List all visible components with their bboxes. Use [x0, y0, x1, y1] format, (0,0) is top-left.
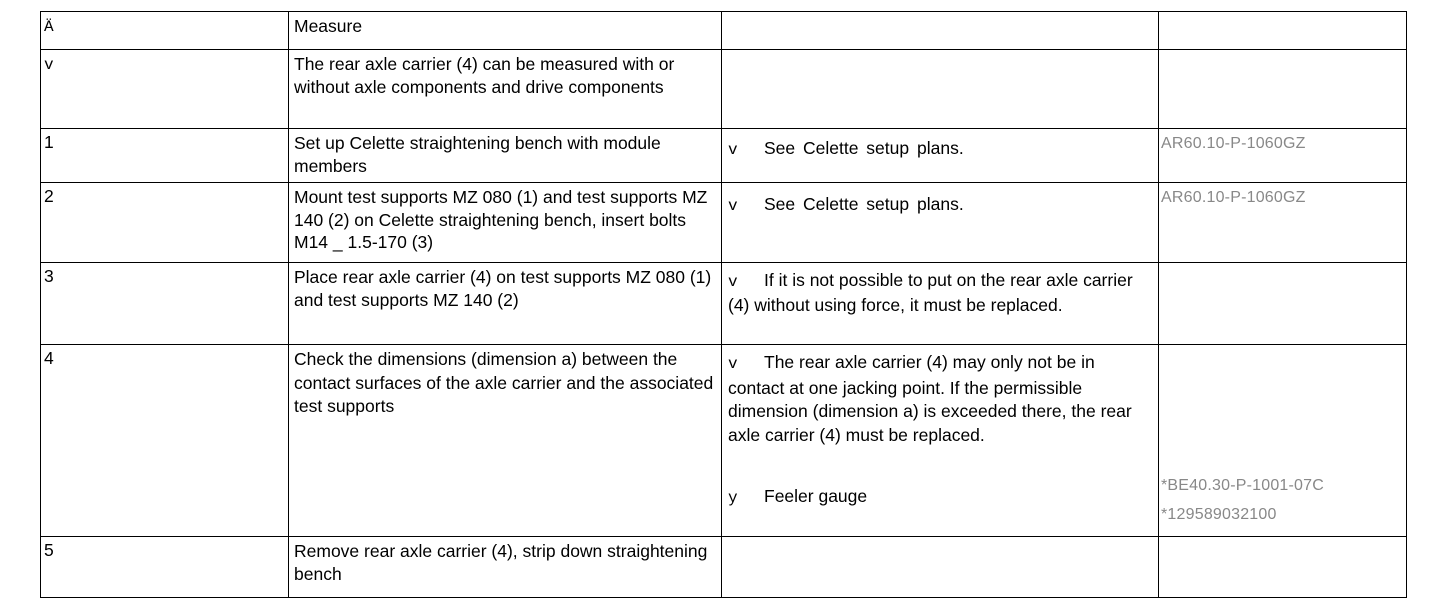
table-row-header	[41, 12, 1407, 50]
ref-link[interactable]: *BE40.30-P-1001-07C	[1161, 477, 1325, 494]
action-cell: Place rear axle carrier (4) on test supports MZ 080 (1) and test supports MZ 140 (2)	[289, 263, 722, 345]
note-cell	[722, 50, 1159, 129]
table-row	[41, 345, 1407, 537]
bullet-icon: v	[728, 141, 738, 159]
bullet-icon: v	[728, 355, 738, 373]
table-row	[41, 183, 1407, 263]
note-cell	[722, 537, 1159, 598]
action-cell: Remove rear axle carrier (4), strip down straightening bench	[289, 537, 722, 598]
ref-cell[interactable]	[1159, 183, 1407, 263]
action-cell: Measure	[289, 12, 722, 50]
note-text: If it is not possible to put on the rear axle carrier (4) without using force, it must be replaced.	[728, 270, 1133, 315]
ref-cell	[1159, 50, 1407, 129]
note-cell	[722, 345, 1159, 537]
note-block	[728, 351, 1152, 447]
action-cell: Set up Celette straightening bench with module members	[289, 129, 722, 183]
procedure-table	[40, 11, 1407, 598]
step-cell	[41, 50, 289, 129]
note-cell	[722, 263, 1159, 345]
note-cell	[722, 12, 1159, 50]
note-cell	[722, 129, 1159, 183]
step-cell	[41, 12, 289, 50]
table-row	[41, 129, 1407, 183]
table-row	[41, 263, 1407, 345]
note-text: See Celette setup plans.	[764, 194, 964, 214]
ref-cell	[1159, 263, 1407, 345]
step-cell: 4	[41, 345, 289, 537]
bullet-icon: v	[728, 197, 738, 215]
ref-cell	[1159, 537, 1407, 598]
bullet-icon: v	[728, 273, 738, 291]
step-cell: 3	[41, 263, 289, 345]
action-cell: Check the dimensions (dimension a) between the contact surfaces of the axle carrier and the associated test supports	[289, 345, 722, 537]
action-cell: Mount test supports MZ 080 (1) and test supports MZ 140 (2) on Celette straightening bench, insert bolts M14 _ 1.5-170 (3)	[289, 183, 722, 263]
ref-cell	[1159, 12, 1407, 50]
step-symbol: Ä	[44, 18, 54, 36]
ref-link[interactable]: AR60.10-P-1060GZ	[1161, 189, 1306, 206]
step-symbol: v	[44, 56, 54, 74]
tool-icon: y	[728, 489, 738, 507]
table-row-intro	[41, 50, 1407, 129]
step-cell: 2	[41, 183, 289, 263]
step-cell: 1	[41, 129, 289, 183]
tool-block	[728, 485, 1152, 511]
note-text: The rear axle carrier (4) may only not be in contact at one jacking point. If the permissible dimension (dimension a) is exceeded there, the rear axle carrier (4) must be replaced.	[728, 352, 1132, 445]
step-cell: 5	[41, 537, 289, 598]
note-text: See Celette setup plans.	[764, 138, 964, 158]
ref-cell[interactable]	[1159, 129, 1407, 183]
ref-link[interactable]: AR60.10-P-1060GZ	[1161, 135, 1306, 152]
action-cell: The rear axle carrier (4) can be measured with or without axle components and drive components	[289, 50, 722, 129]
note-cell	[722, 183, 1159, 263]
table-row	[41, 537, 1407, 598]
tool-text: Feeler gauge	[764, 486, 868, 506]
ref-cell[interactable]	[1159, 345, 1407, 537]
ref-link[interactable]: *129589032100	[1161, 506, 1277, 523]
